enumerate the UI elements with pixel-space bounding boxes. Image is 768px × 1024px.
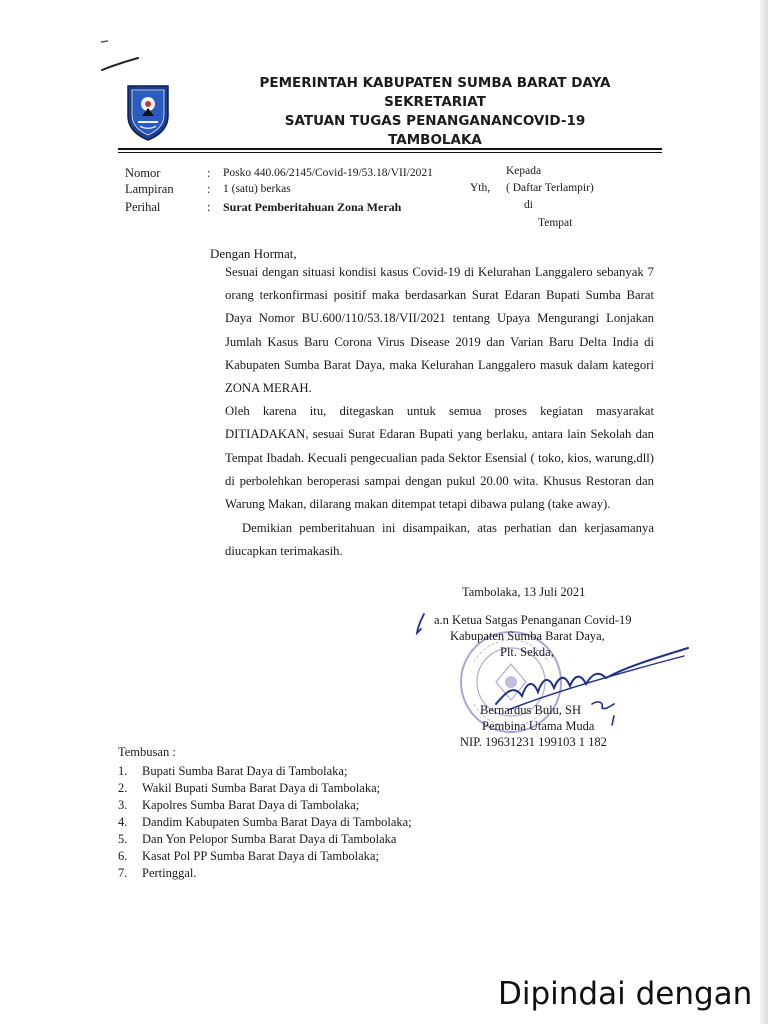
signatory-rank: Pembina Utama Muda: [482, 719, 595, 733]
daftar-terlampir: ( Daftar Terlampir): [506, 182, 594, 194]
list-item: 7. Pertinggal.: [118, 866, 197, 880]
paragraph-1: Sesuai dengan situasi kondisi kasus Covid-19 di Kelurahan Langgalero sebanyak 7 orang terkonfirmasi positif maka berdasarkan Surat Edaran Bupati Sumba Barat Daya Nomor BU.600/110/53.18/VII/2021 tentang Upaya Mengurangi Lonjakan Jumlah Kasus Baru Corona Virus Disease 2019 dan Varian Baru Delta India di Kabupaten Sumba Barat Daya, maka Kelurahan Langgalero masuk dalam kategori ZONA MERAH.: [225, 265, 654, 396]
list-item: 1. Bupati Sumba Barat Daya di Tambolaka;: [118, 764, 348, 778]
letter-meta: [125, 165, 485, 217]
signatory-nip: NIP. 19631231 199103 1 182: [460, 735, 607, 749]
letterhead-rule-thick: [118, 148, 662, 150]
lampiran-value: 1 (satu) berkas: [223, 183, 291, 195]
sign-line-2: Kabupaten Sumba Barat Daya,: [450, 629, 605, 643]
tempat-label: Tempat: [538, 217, 573, 229]
yth-label: Yth,: [470, 182, 491, 194]
list-item: 2. Wakil Bupati Sumba Barat Daya di Tambolaka;: [118, 781, 381, 795]
scanner-watermark: [498, 976, 768, 1016]
signatory-name: Bernardus Bulu, SH: [480, 703, 582, 717]
list-item: 3. Kapolres Sumba Barat Daya di Tambolaka;: [118, 798, 360, 812]
letterhead-line-2: SEKRETARIAT: [384, 94, 486, 110]
salutation: Dengan Hormat,: [210, 246, 297, 261]
nomor-colon: :: [207, 166, 211, 180]
sign-line-1: a.n Ketua Satgas Penanganan Covid-19: [434, 613, 632, 627]
scanner-watermark-text: Dipindai dengan: [498, 976, 753, 1012]
perihal-label: Perihal: [125, 200, 161, 214]
regency-emblem-logo: [122, 82, 174, 142]
perihal-colon: :: [207, 200, 211, 214]
letter-body: [225, 261, 654, 564]
place-date: Tambolaka, 13 Juli 2021: [462, 585, 586, 599]
letterhead-line-3: SATUAN TUGAS PENANGANANCOVID-19: [284, 113, 586, 129]
lampiran-colon: :: [207, 182, 211, 196]
letterhead: [240, 74, 630, 150]
pen-dot-mark: [100, 38, 110, 46]
paragraph-2: Oleh karena itu, ditegaskan untuk semua proses kegiatan masyarakat DITIADAKAN, sesuai Surat Edaran Bupati yang berlaku, antara lain Sekolah dan Tempat Ibadah. Kecuali pengecualian pada Sektor Esensial ( toko, kios, warung,dll) di perbolehkan beroperasi sampai dengan pukul 20.00 wita. Khusus Restoran dan Warung Makan, dilarang makan ditempat tetapi dibawa pulang (take away).: [225, 404, 654, 512]
handwritten-mark-right: [588, 698, 618, 726]
lampiran-label: Lampiran: [125, 182, 174, 196]
paragraph-3: Demikian pemberitahuan ini disampaikan, atas perhatian dan kerjasamanya diucapkan terimakasih.: [225, 521, 654, 559]
letterhead-rule-thin: [118, 152, 662, 153]
copies-title: Tembusan :: [118, 745, 176, 759]
list-item: 5. Dan Yon Pelopor Sumba Barat Daya di Tambolaka: [118, 832, 397, 846]
scan-edge: [760, 0, 768, 1024]
list-item: 6. Kasat Pol PP Sumba Barat Daya di Tambolaka;: [118, 849, 379, 863]
sign-line-3: Plt. Sekda,: [500, 645, 554, 659]
perihal-value: Surat Pemberitahuan Zona Merah: [223, 200, 402, 214]
addressee-block: [470, 163, 620, 231]
nomor-value: Posko 440.06/2145/Covid-19/53.18/VII/2021: [223, 167, 433, 179]
kepada-label: Kepada: [506, 165, 542, 177]
letterhead-line-4: TAMBOLAKA: [388, 132, 482, 148]
list-item: 4. Dandim Kabupaten Sumba Barat Daya di Tambolaka;: [118, 815, 412, 829]
pen-stroke-mark: [100, 56, 140, 72]
di-label: di: [524, 199, 533, 211]
copies-list: [118, 744, 412, 882]
nomor-label: Nomor: [125, 166, 161, 180]
letterhead-line-1: PEMERINTAH KABUPATEN SUMBA BARAT DAYA: [259, 75, 611, 91]
handwritten-mark-left: [412, 612, 432, 636]
copies-items: [118, 763, 412, 882]
